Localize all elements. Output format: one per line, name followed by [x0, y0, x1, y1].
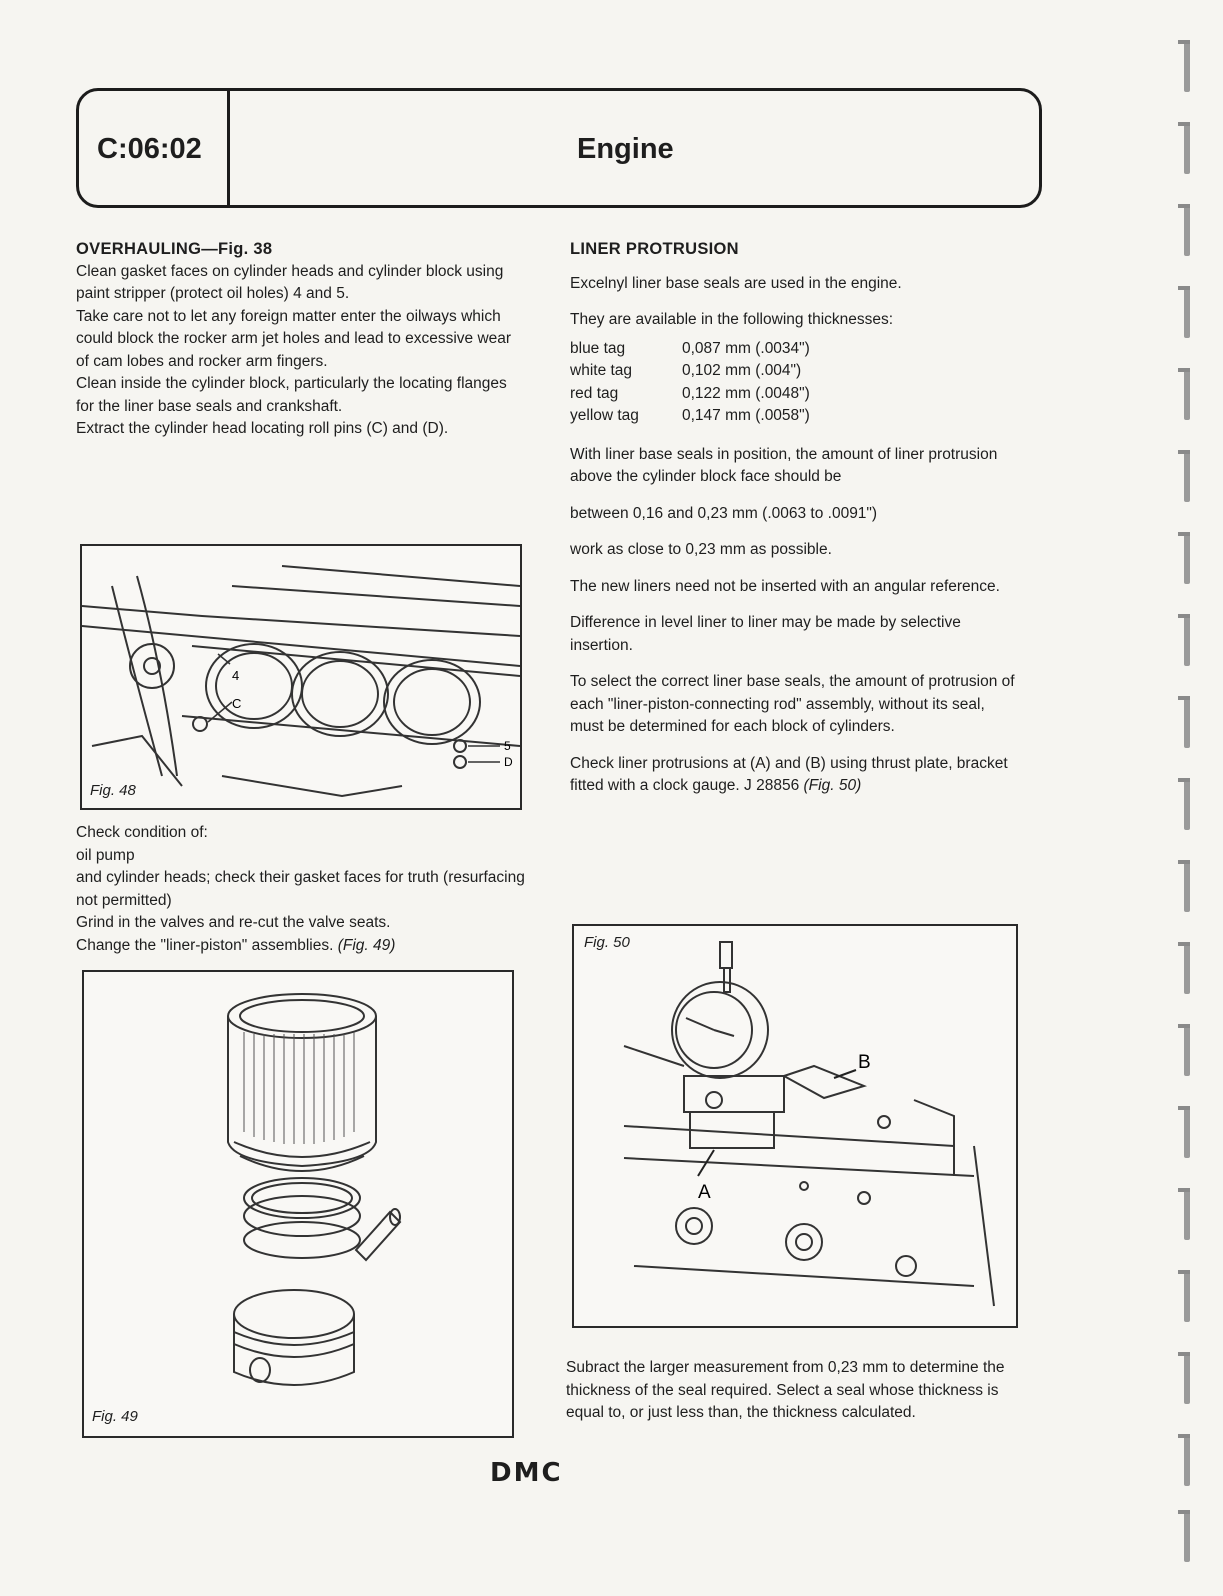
- check-condition-section: [76, 822, 528, 957]
- tag-value: 0,087 mm (.0034"): [682, 339, 810, 357]
- cylinder-block-illustration: [82, 546, 520, 808]
- tag-name: blue tag: [570, 339, 626, 357]
- table-row: [570, 383, 1020, 406]
- liner-para-9: [570, 753, 1020, 798]
- clock-gauge-illustration: [574, 926, 1016, 1326]
- check-line-4: Grind in the valves and re-cut the valve seats.: [76, 914, 391, 931]
- table-row: [570, 405, 1020, 428]
- callout-4: 4: [232, 668, 240, 683]
- fig-49-label: Fig. 49: [92, 1408, 138, 1425]
- page-header: [76, 88, 1042, 208]
- figure-48: [80, 544, 522, 810]
- check-last: Change the "liner-piston" assemblies.: [76, 936, 334, 954]
- tag-name: white tag: [570, 362, 633, 379]
- figure-49: [82, 970, 514, 1438]
- liner-para-5: work as close to 0,23 mm as possible.: [570, 541, 832, 558]
- liner-para-1: Excelnyl liner base seals are used in the engine.: [570, 274, 902, 292]
- overhauling-para-1: Clean gasket faces on cylinder heads and cylinder block using paint stripper (protect oil holes) 4 and 5.: [76, 262, 504, 302]
- callout-a: A: [698, 1182, 711, 1203]
- overhauling-heading: OVERHAULING—Fig. 38: [76, 240, 273, 258]
- binder-holes: [1176, 40, 1206, 1560]
- overhauling-section: [76, 238, 528, 441]
- liner-para-2: They are available in the following thicknesses:: [570, 311, 894, 328]
- check-line-1: Check condition of:: [76, 824, 208, 841]
- header-divider: [227, 91, 230, 205]
- callout-5: 5: [504, 739, 511, 753]
- tag-name: yellow tag: [570, 407, 639, 424]
- check-line-2: oil pump: [76, 846, 135, 864]
- figure-50: [572, 924, 1018, 1328]
- section-code: C:06:02: [97, 133, 202, 165]
- liner-protrusion-section: [570, 238, 1020, 812]
- subtract-paragraph: Subract the larger measurement from 0,23 mm to determine the thickness of the seal required. Select a seal whose thickness is equal to, or just less than, the thickness calculated.: [566, 1359, 1005, 1421]
- check-line-5: [76, 935, 528, 958]
- fig-48-label: Fig. 48: [90, 782, 136, 799]
- tag-value: 0,122 mm (.0048"): [682, 384, 810, 402]
- tag-value: 0,147 mm (.0058"): [682, 407, 810, 424]
- tag-name: red tag: [570, 384, 619, 402]
- overhauling-para-2: Take care not to let any foreign matter enter the oilways which could block the rocker arm jet holes and lead to excessive wear of cam lobes and rocker arm fingers.: [76, 307, 512, 370]
- seal-thickness-table: [570, 338, 1020, 428]
- callout-b: B: [858, 1052, 871, 1073]
- check-line-3: and cylinder heads; check their gasket faces for truth (resurfacing not permitted): [76, 869, 525, 909]
- liner-para-7: Difference in level liner to liner may be made by selective insertion.: [570, 614, 961, 654]
- table-row: [570, 338, 1020, 361]
- overhauling-para-3: Clean inside the cylinder block, particularly the locating flanges for the liner base seals and crankshaft.: [76, 375, 507, 415]
- liner-para-6: The new liners need not be inserted with an angular reference.: [570, 577, 1000, 595]
- liner-protrusion-heading: LINER PROTRUSION: [570, 240, 739, 258]
- table-row: [570, 360, 1020, 383]
- liner-para-4: between 0,16 and 0,23 mm (.0063 to .0091"): [570, 504, 878, 522]
- tag-value: 0,102 mm (.004"): [682, 362, 802, 379]
- liner-para-8: To select the correct liner base seals, the amount of protrusion of each "liner-piston-connecting rod" assembly, without its seal, must be determined for each block of cylinders.: [570, 673, 1015, 735]
- liner-para-3: With liner base seals in position, the amount of liner protrusion above the cylinder block face should be: [570, 445, 998, 485]
- fig-50-ref: (Fig. 50): [803, 777, 862, 794]
- page-title: Engine: [577, 133, 674, 165]
- callout-d: D: [504, 755, 513, 769]
- liner-piston-illustration: [84, 972, 512, 1436]
- callout-c: C: [232, 696, 242, 711]
- fig-49-ref: (Fig. 49): [337, 936, 396, 954]
- dmc-logo: DMC: [490, 1458, 563, 1488]
- liner-para-9-text: Check liner protrusions at (A) and (B) using thrust plate, bracket fitted with a clock gauge. J 28856: [570, 754, 1008, 794]
- overhauling-para-4: Extract the cylinder head locating roll pins (C) and (D).: [76, 420, 449, 437]
- fig-50-label: Fig. 50: [584, 934, 630, 951]
